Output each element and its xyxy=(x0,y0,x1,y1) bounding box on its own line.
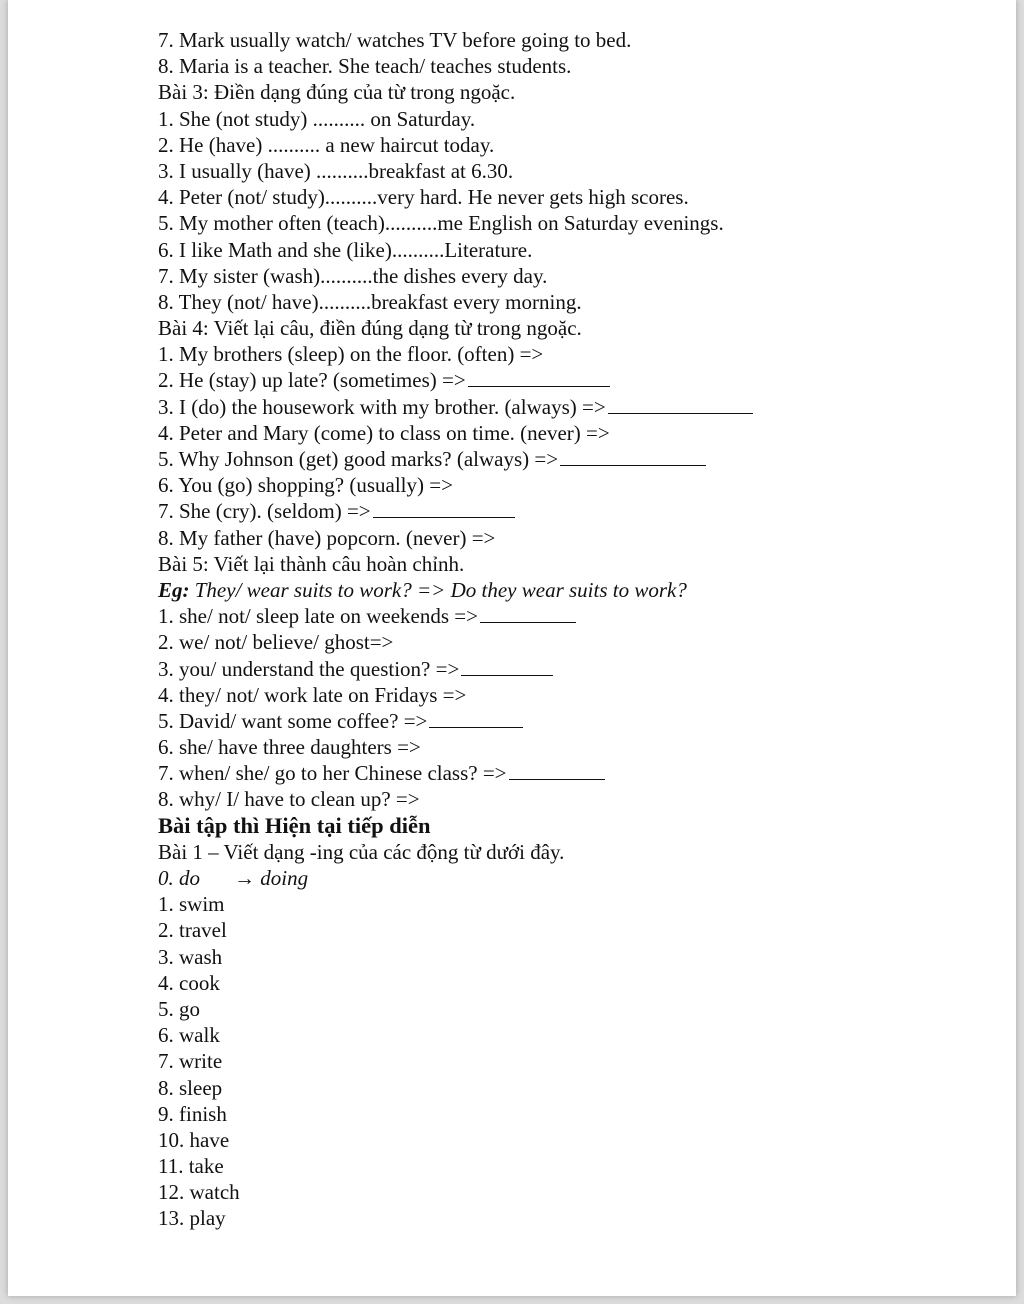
exercise-item xyxy=(158,498,978,524)
exercise-item xyxy=(158,525,978,551)
item-text: 4. they/ not/ work late on Fridays => xyxy=(158,682,467,707)
item-text: 4. Peter and Mary (come) to class on time. (never) => xyxy=(158,420,610,445)
text-line: 7. Mark usually watch/ watches TV before going to bed. xyxy=(158,28,632,52)
verb-item: 3. wash xyxy=(158,944,223,969)
exercise-1-title: Bài 1 – Viết dạng -ing của các động từ dưới đây. xyxy=(158,839,565,864)
exercise-item xyxy=(158,629,978,655)
item-text: 6. she/ have three daughters => xyxy=(158,735,421,760)
item-text: 7. She (cry). (seldom) => xyxy=(158,499,371,524)
verb-item: 5. go xyxy=(158,996,200,1021)
exercise-3-title: Bài 3: Điền dạng đúng của từ trong ngoặc. xyxy=(158,80,516,105)
answer-blank xyxy=(429,709,523,728)
answer-blank xyxy=(461,657,553,676)
exercise-item xyxy=(158,446,978,472)
verb-item: 9. finish xyxy=(158,1101,227,1126)
exercise-item: 2. He (have) .......... a new haircut today. xyxy=(158,132,495,157)
item-text: 1. she/ not/ sleep late on weekends => xyxy=(158,604,478,629)
example-word: 0. do xyxy=(158,866,200,890)
item-text: 5. Why Johnson (get) good marks? (always) => xyxy=(158,447,559,471)
exercise-item xyxy=(158,367,978,393)
verb-item: 4. cook xyxy=(158,970,220,995)
exercise-item xyxy=(158,472,978,498)
exercise-item xyxy=(158,708,978,734)
item-text: 8. why/ I/ have to clean up? => xyxy=(158,787,420,812)
verb-item: 12. watch xyxy=(158,1180,240,1205)
item-text: 5. David/ want some coffee? => xyxy=(158,708,428,733)
verb-item: 6. walk xyxy=(158,1023,220,1048)
exercise-item xyxy=(158,682,978,708)
exercise-item xyxy=(158,656,978,682)
item-text: 3. I (do) the housework with my brother. (always) => xyxy=(158,394,606,419)
answer-blank xyxy=(373,499,515,518)
exercise-item xyxy=(158,786,978,812)
exercise-item: 6. I like Math and she (like)..........Literature. xyxy=(158,237,533,262)
verb-item: 13. play xyxy=(158,1206,226,1231)
example-label: Eg: xyxy=(158,577,190,602)
exercise-item xyxy=(158,734,978,760)
example-answer: → doing xyxy=(234,866,309,890)
exercise-item: 3. I usually (have) ..........breakfast at 6.30. xyxy=(158,158,514,183)
exercise-item xyxy=(158,603,978,629)
exercise-4-title: Bài 4: Viết lại câu, điền đúng dạng từ trong ngoặc. xyxy=(158,316,582,341)
exercise-item xyxy=(158,341,978,367)
item-text: 3. you/ understand the question? => xyxy=(158,656,460,681)
exercise-item xyxy=(158,760,978,786)
exercise-item: 1. She (not study) .......... on Saturday. xyxy=(158,106,476,131)
answer-blank xyxy=(608,395,753,414)
verb-item: 2. travel xyxy=(158,918,227,943)
document-page xyxy=(8,0,1016,1296)
item-text: 2. we/ not/ believe/ ghost=> xyxy=(158,630,394,655)
verb-item: 11. take xyxy=(158,1154,224,1179)
section-heading: Bài tập thì Hiện tại tiếp diễn xyxy=(158,812,431,838)
verb-item: 1. swim xyxy=(158,892,225,917)
item-text: 7. when/ she/ go to her Chinese class? => xyxy=(158,761,507,786)
exercise-item: 5. My mother often (teach)..........me English on Saturday evenings. xyxy=(158,211,724,236)
example-line xyxy=(158,577,978,603)
exercise-item xyxy=(158,394,978,420)
example-line xyxy=(158,865,978,891)
text-line: 8. Maria is a teacher. She teach/ teaches students. xyxy=(158,54,572,79)
verb-item: 7. write xyxy=(158,1049,223,1074)
answer-blank xyxy=(468,368,610,387)
verb-item: 8. sleep xyxy=(158,1075,223,1100)
exercise-item xyxy=(158,420,978,446)
exercise-5-title: Bài 5: Viết lại thành câu hoàn chỉnh. xyxy=(158,551,465,576)
exercise-item: 4. Peter (not/ study)..........very hard. He never gets high scores. xyxy=(158,185,689,210)
exercise-item: 7. My sister (wash)..........the dishes every day. xyxy=(158,263,548,288)
answer-blank xyxy=(560,447,706,466)
example-text: They/ wear suits to work? => Do they wear suits to work? xyxy=(189,577,687,602)
worksheet-content xyxy=(158,27,978,1232)
item-text: 8. My father (have) popcorn. (never) => xyxy=(158,525,496,550)
item-text: 2. He (stay) up late? (sometimes) => xyxy=(158,368,466,393)
item-text: 6. You (go) shopping? (usually) => xyxy=(158,473,453,498)
exercise-item: 8. They (not/ have)..........breakfast every morning. xyxy=(158,289,582,314)
item-text: 1. My brothers (sleep) on the floor. (often) => xyxy=(158,342,544,367)
answer-blank xyxy=(509,761,605,780)
answer-blank xyxy=(480,604,576,623)
verb-item: 10. have xyxy=(158,1127,230,1152)
